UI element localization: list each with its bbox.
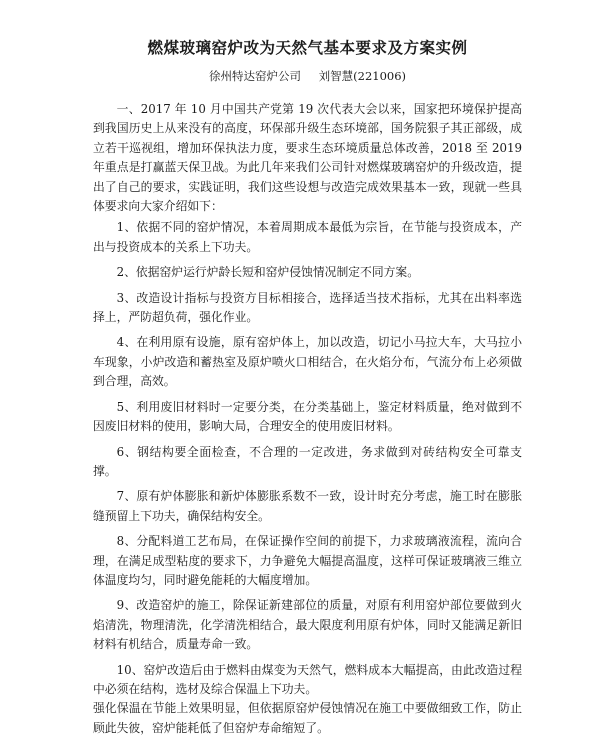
paragraph-item-2: 2、依据窑炉运行炉龄长短和窑炉侵蚀情况制定不同方案。 [116,265,420,280]
author-name: 刘智慧(221006) [318,69,407,83]
paragraph-item-9: 9、改造窑炉的施工，除保证新建部位的质量，对原有利用窑炉部位要做到火焰清洗，物理清洗，化学清洗相结合，最大限度利用原有炉体，同时又能满足新旧材料有机结合，质量寿命一致。 [93,598,522,652]
paragraph-item-3: 3、改造设计指标与投资方目标相接合，选择适当技术指标，尤其在出料率选择上，严防超负荷，强化作业。 [93,290,522,325]
paragraph-item-10: 10、窑炉改造后由于燃料由煤变为天然气，燃料成本大幅提高，由此改造过程中必须在结构，选材及综合保温上下功夫。 [93,662,522,696]
paragraph-item-4: 4、在利用原有设施，原有窑炉体上，加以改造，切记小马拉大车，大马拉小车现象，小炉改造和蓄热室及原炉喷火口相结合，在火焰分布，气流分布上必须做到合理，高效。 [93,335,522,389]
paragraph-item-5: 5、利用废旧材料时一定要分类，在分类基础上，鉴定材料质量，绝对做到不因废旧材料的使用，影响大局，合理安全的使用废旧材料。 [93,399,522,434]
paragraph-intro: 一、2017 年 10 月中国共产党第 19 次代表大会以来，国家把环境保护提高到我国历史上从来没有的高度，环保部升级生态环境部，国务院狠子其正部级，成立若干巡视组，增加环保执法力度，要求生态环境质量总体改善，2018 至 2019 年重点是打赢蓝天保卫战。为此几年来我们公司针对燃煤玻璃窑炉的升级改造，提出了自己的要求，实践证明，我们这些设想与改造完成效果基本一致，现就一些具体要求向大家介绍如下： [93,102,522,214]
paragraph-item-7: 7、原有炉体膨胀和新炉体膨胀系数不一致，设计时充分考虑，施工时在膨胀缝预留上下功夫，确保结构安全。 [93,489,522,523]
paragraph-item-6: 6、钢结构要全面检查，不合理的一定改进，务求做到对砖结构安全可靠支撑。 [93,444,522,478]
byline [93,68,522,84]
company-name: 徐州特达窑炉公司 [208,69,301,83]
paragraph-item-8: 8、分配料道工艺布局，在保证操作空间的前提下，力求玻璃液流程，流向合理，在满足成型粘度的要求下，力争避免大幅提高温度，这样可保证玻璃液三维立体温度均匀，同时避免能耗的大幅度增加。 [93,534,522,587]
paragraph-item-1: 1、依据不同的窑炉情况，本着周期成本最低为宗旨，在节能与投资成本，产出与投资成本的关系上下功夫。 [93,220,522,254]
document-title: 燃煤玻璃窑炉改为天然气基本要求及方案实例 [147,39,468,57]
paragraph-closing: 强化保温在节能上效果明显，但依据原窑炉侵蚀情况在施工中要做细致工作，防止顾此失彼，窑炉能耗低了但窑炉寿命缩短了。 [93,701,522,735]
